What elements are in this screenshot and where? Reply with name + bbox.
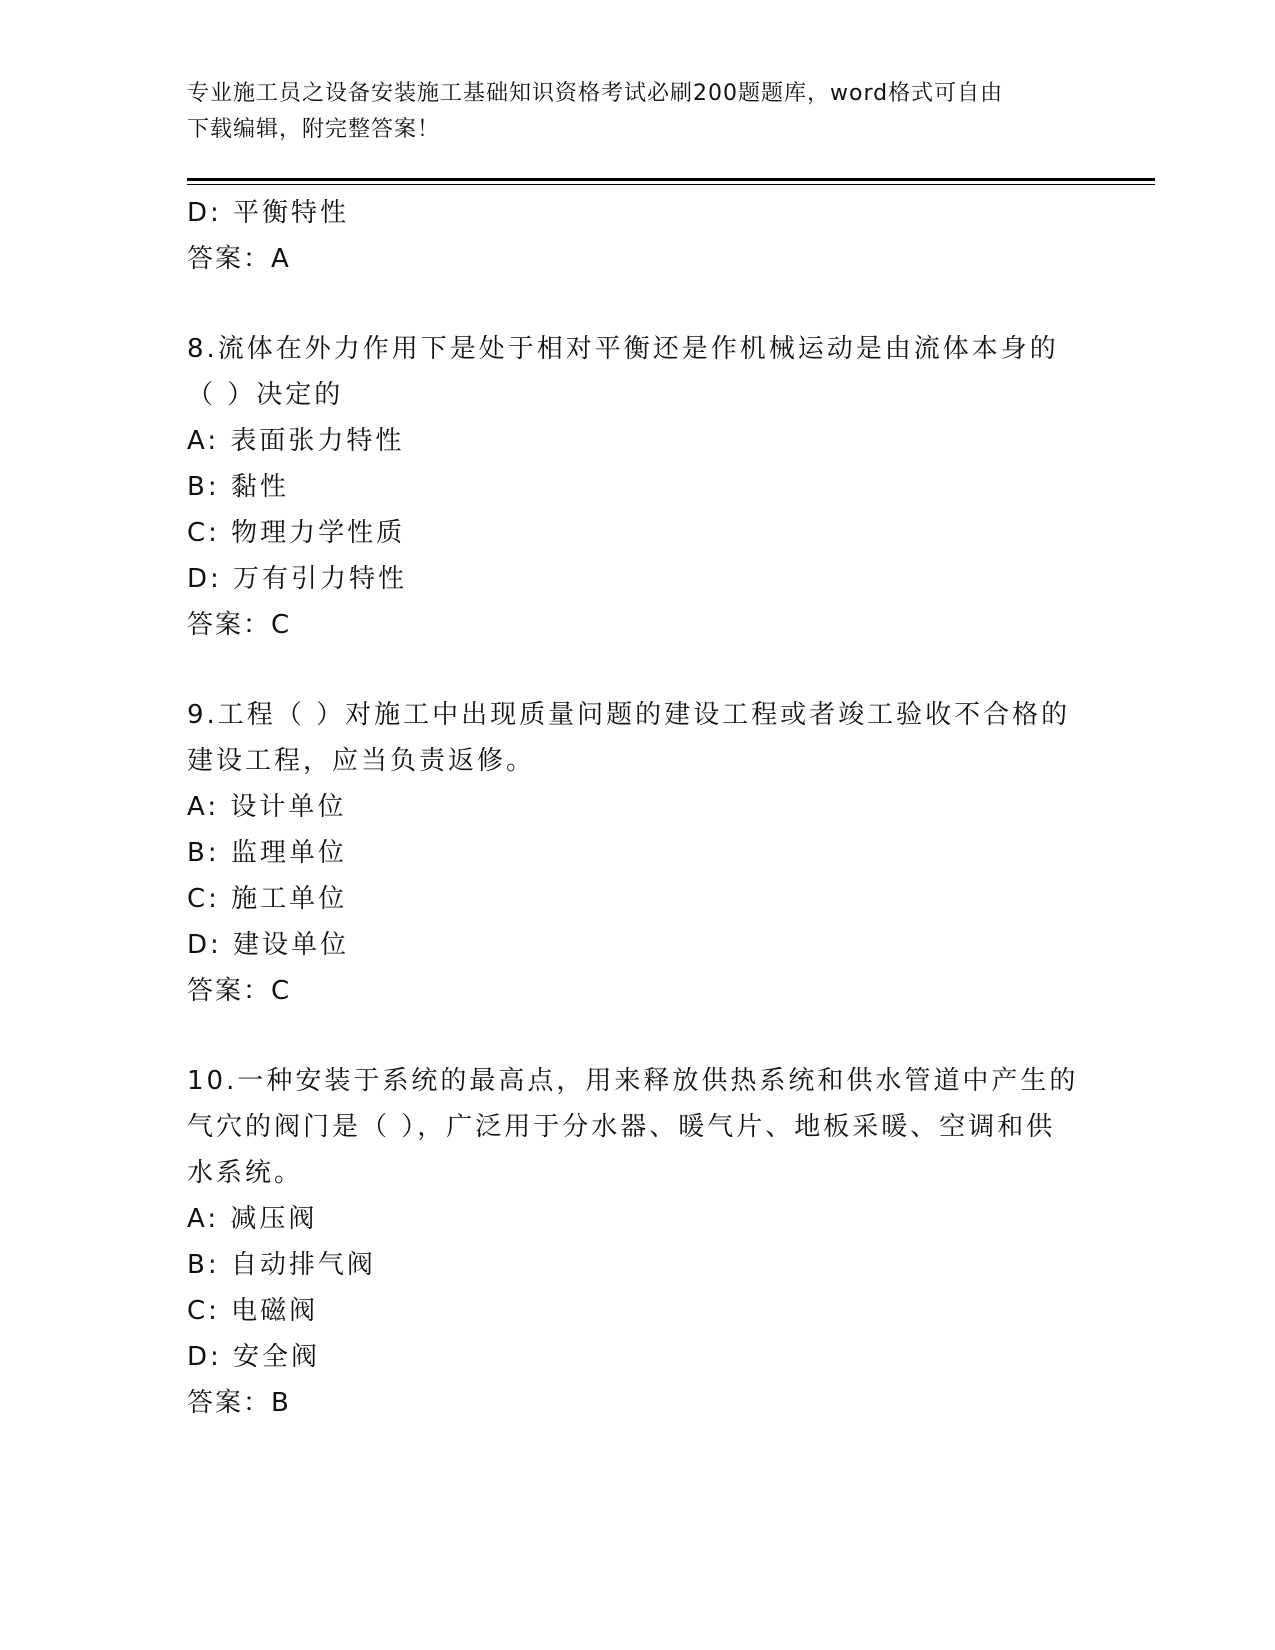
option-c: C: 物理力学性质	[187, 518, 406, 548]
question-text-line: 水系统。	[187, 1158, 304, 1188]
option-d: D: 平衡特性	[187, 198, 350, 228]
option-b: B: 监理单位	[187, 838, 347, 868]
header-line-1: 专业施工员之设备安装施工基础知识资格考试必刷200题题库，word格式可自由	[187, 81, 1004, 106]
question-8	[187, 326, 1087, 648]
answer-line: 答案：B	[187, 1388, 291, 1418]
option-b: B: 黏性	[187, 472, 289, 502]
option-a: A: 减压阀	[187, 1204, 318, 1234]
question-content	[187, 190, 1087, 1426]
header-rule-thin	[187, 184, 1155, 185]
option-d: D: 安全阀	[187, 1342, 321, 1372]
option-b: B: 自动排气阀	[187, 1250, 376, 1280]
spacer	[187, 282, 1087, 326]
question-text-line: 气穴的阀门是（ ），广泛用于分水器、暖气片、地板采暖、空调和供	[187, 1112, 1056, 1142]
question-10	[187, 1058, 1087, 1426]
option-d: D: 建设单位	[187, 930, 350, 960]
answer-line: 答案：C	[187, 976, 292, 1006]
option-a: A: 设计单位	[187, 792, 347, 822]
question-9	[187, 692, 1087, 1014]
question-text-line: 8.流体在外力作用下是处于相对平衡还是作机械运动是由流体本身的	[187, 334, 1059, 364]
spacer	[187, 1014, 1087, 1058]
answer-line: 答案：A	[187, 244, 291, 274]
question-text-line: 建设工程，应当负责返修。	[187, 746, 536, 776]
header-rule-thick	[187, 178, 1155, 181]
answer-line: 答案：C	[187, 610, 292, 640]
document-header	[187, 76, 1087, 148]
header-line-2: 下载编辑，附完整答案！	[187, 117, 441, 142]
option-a: A: 表面张力特性	[187, 426, 405, 456]
question-text-line: （ ）决定的	[187, 380, 344, 410]
option-c: C: 电磁阀	[187, 1296, 319, 1326]
option-d: D: 万有引力特性	[187, 564, 408, 594]
option-c: C: 施工单位	[187, 884, 348, 914]
question-text-line: 10.一种安装于系统的最高点，用来释放供热系统和供水管道中产生的	[187, 1066, 1079, 1096]
question-text-line: 9.工程（ ）对施工中出现质量问题的建设工程或者竣工验收不合格的	[187, 700, 1071, 730]
spacer	[187, 648, 1087, 692]
